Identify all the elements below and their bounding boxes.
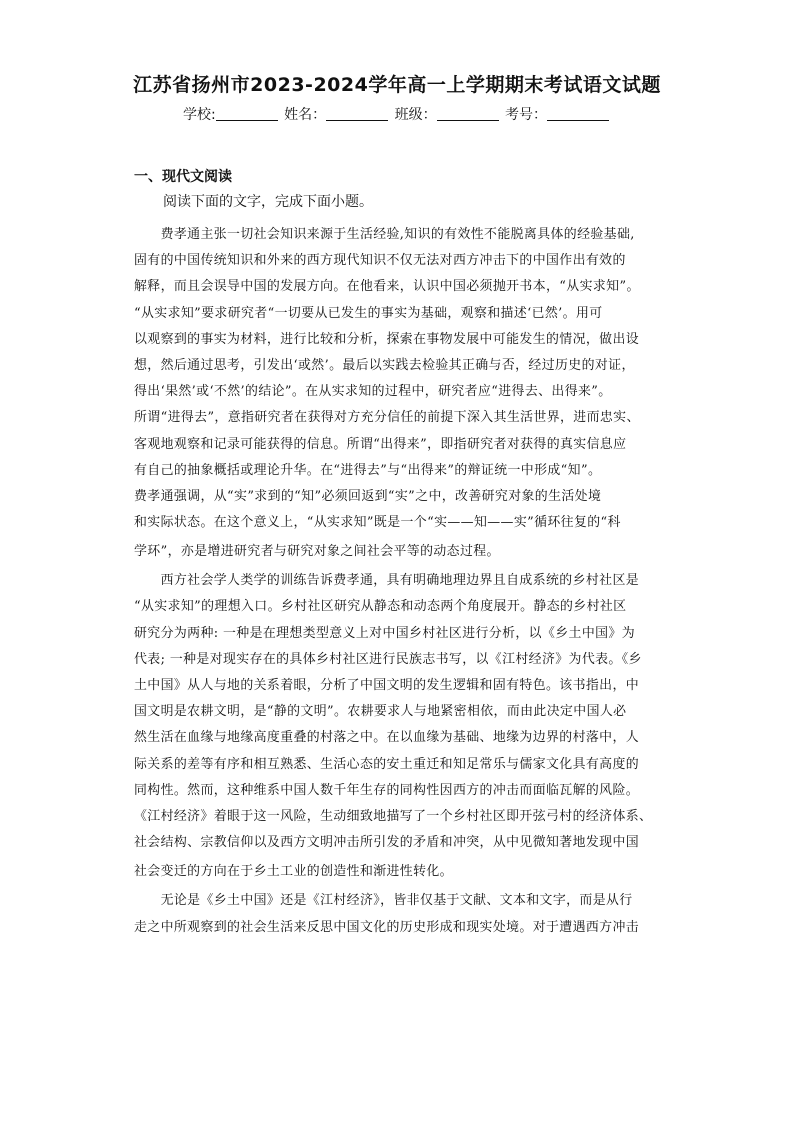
passage-line: 学环”，亦是增进研究者与研究对象之间社会平等的动态过程。 (134, 544, 500, 560)
passage-line: 土中国》从人与地的关系着眼，分析了中国文明的发生逻辑和固有特色。该书指出，中 (134, 678, 640, 693)
passage-line: 《江村经济》着眼于这一风险，生动细致地描写了一个乡村社区即开弦弓村的经济体系、 (134, 808, 653, 824)
name-blank[interactable] (326, 106, 388, 121)
class-label: 班级： (394, 107, 437, 123)
passage-line: 所谓“进得去”，意指研究者在获得对方充分信任的前提下深入其生活世界，进而忠实、 (134, 410, 640, 426)
student-info-line (0, 104, 794, 124)
passage-body (134, 222, 664, 941)
passage-line: 走之中所观察到的社会生活来反思中国文化的历史形成和现实处境。对于遭遇西方冲击 (134, 919, 640, 935)
name-label: 姓名： (284, 107, 327, 123)
passage-line: “从实求知”的理想入口。乡村社区研究从静态和动态两个角度展开。静态的乡村社区 (134, 599, 627, 615)
passage-line: 固有的中国传统知识和外来的西方现代知识不仅无法对西方冲击下的中国作出有效的 (134, 253, 626, 269)
exam-no-blank[interactable] (547, 106, 609, 121)
passage-line: 然生活在血缘与地缘高度重叠的村落之中。在以血缘为基础、地缘为边界的村落中，人 (134, 730, 640, 746)
section-heading: 一、现代文阅读 (134, 169, 232, 185)
passage-line: 解释，而且会误导中国的发展方向。在他看来，认识中国必须抛开书本，“从实求知”。 (134, 279, 640, 295)
passage-line: 得出‘果然’或‘不然’的结论”。在从实求知的过程中，研究者应“进得去、出得来”。 (134, 384, 612, 400)
passage-line: 社会变迁的方向在于乡土工业的创造性和渐进性转化。 (134, 864, 453, 880)
passage-line: 国文明是农耕文明，是“静的文明”。农耕要求人与地紧密相依，而由此决定中国人必 (134, 704, 627, 720)
passage-line: 无论是《乡土中国》还是《江村经济》，皆非仅基于文献、文本和文字，而是从行 (134, 893, 633, 909)
passage-line: 费孝通强调，从“实”求到的“知”必须回返到“实”之中，改善研究对象的生活处境 (134, 488, 602, 504)
passage-line: 和实际状态。在这个意义上，“从实求知”既是一个“实——知——实”循环往复的“科 (134, 515, 621, 531)
passage-line: 以观察到的事实为材料，进行比较和分析，探索在事物发展中可能发生的情况，做出设 (134, 331, 640, 347)
exam-title: 江苏省扬州市2023-2024学年高一上学期期末考试语文试题 (133, 74, 661, 96)
class-blank[interactable] (437, 106, 499, 121)
passage-line: 费孝通主张一切社会知识来源于生活经验,知识的有效性不能脱离具体的经验基础, (134, 227, 635, 242)
passage-line: 社会结构、宗教信仰以及西方文明冲击所引发的矛盾和冲突，从中见微知著地发现中国 (134, 835, 640, 851)
passage-line: 有自己的抽象概括或理论升华。在“进得去”与“出得来”的辩证统一中形成“知”。 (134, 462, 602, 478)
exam-no-label: 考号： (505, 107, 548, 123)
passage-line: “从实求知”要求研究者“一切要从已发生的事实为基础，观察和描述‘已然’。用可 (134, 305, 603, 321)
passage-line: 同构性。然而，这种维系中国人数千年生存的同构性因西方的冲击而面临瓦解的风险。 (134, 782, 640, 798)
school-label: 学校: (182, 107, 216, 123)
passage-line: 研究分为两种: 一种是在理想类型意义上对中国乡村社区进行分析，以《乡土中国》为 (134, 625, 635, 641)
passage-line: 客观地观察和记录可能获得的信息。所谓“出得来”，即指研究者对获得的真实信息应 (134, 436, 627, 452)
passage-line: 想，然后通过思考，引发出‘或然’。最后以实践去检验其正确与否，经过历史的对证， (134, 357, 635, 373)
school-blank[interactable] (216, 106, 278, 121)
passage-line: 际关系的差等有序和相互熟悉、生活心态的安土重迁和知足常乐与儒家文化具有高度的 (134, 756, 640, 772)
reading-instruction: 阅读下面的文字，完成下面小题。 (163, 194, 373, 210)
passage-line: 西方社会学人类学的训练告诉费孝通，具有明确地理边界且自成系统的乡村社区是 (134, 573, 640, 589)
passage-line: 代表; 一种是对现实存在的具体乡村社区进行民族志书写，以《江村经济》为代表。《乡 (134, 651, 642, 667)
